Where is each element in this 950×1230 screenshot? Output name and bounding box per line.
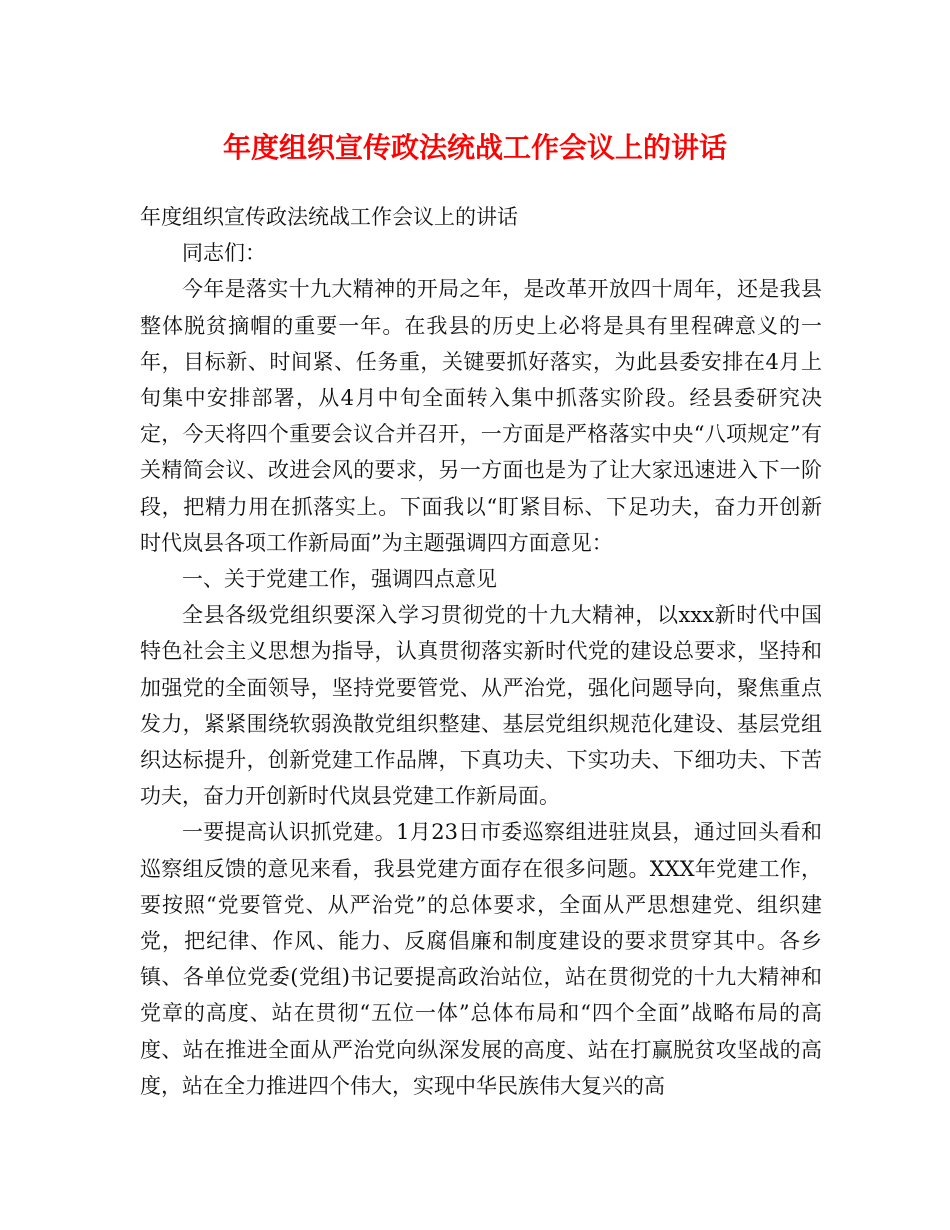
paragraph-intro: 今年是落实十九大精神的开局之年，是改革开放四十周年，还是我县整体脱贫摘帽的重要一年。在我县的历史上必将是具有里程碑意义的一年，目标新、时间紧、任务重，关键要抓好落实，为此县委安排在4月上旬集中安排部署，从4月中旬全面转入集中抓落实阶段。经县委研究决定，今天将四个重要会议合并召开，一方面是严格落实中央“八项规定”有关精简会议、改进会风的要求，另一方面也是为了让大家迅速进入下一阶段，把精力用在抓落实上。下面我以“盯紧目标、下足功夫，奋力开创新时代岚县各项工作新局面”为主题强调四方面意见：: [140, 277, 822, 555]
paragraph-point-1: 一要提高认识抓党建。1月23日市委巡察组进驻岚县，通过回头看和巡察组反馈的意见来看，我县党建方面存在很多问题。XXX年党建工作，要按照“党要管党、从严治党”的总体要求，全面从严思想建党、组织建党，把纪律、作风、能力、反腐倡廉和制度建设的要求贯穿其中。各乡镇、各单位党委(党组)书记要提高政治站位，站在贯彻党的十九大精神和党章的高度、站在贯彻“五位一体”总体布局和“四个全面”战略布局的高度、站在推进全面从严治党向纵深发展的高度、站在打赢脱贫攻坚战的高度，站在全力推进四个伟大，实现中华民族伟大复兴的高: [140, 820, 822, 1098]
document-subtitle: 年度组织宣传政法统战工作会议上的讲话: [140, 205, 518, 229]
salutation: 同志们：: [182, 241, 266, 266]
section-heading-1: 一、关于党建工作，强调四点意见: [182, 567, 497, 592]
document-body: [140, 199, 822, 1104]
document-title: 年度组织宣传政法统战工作会议上的讲话: [222, 131, 727, 164]
paragraph-party-building: 全县各级党组织要深入学习贯彻党的十九大精神，以xxx新时代中国特色社会主义思想为指导，认真贯彻落实新时代党的建设总要求，坚持和加强党的全面领导，坚持党要管党、从严治党，强化问题导向，聚焦重点发力，紧紧围绕软弱涣散党组织整建、基层党组织规范化建设、基层党组织达标提升，创新党建工作品牌，下真功夫、下实功夫、下细功夫、下苦功夫，奋力开创新时代岚县党建工作新局面。: [140, 603, 822, 809]
